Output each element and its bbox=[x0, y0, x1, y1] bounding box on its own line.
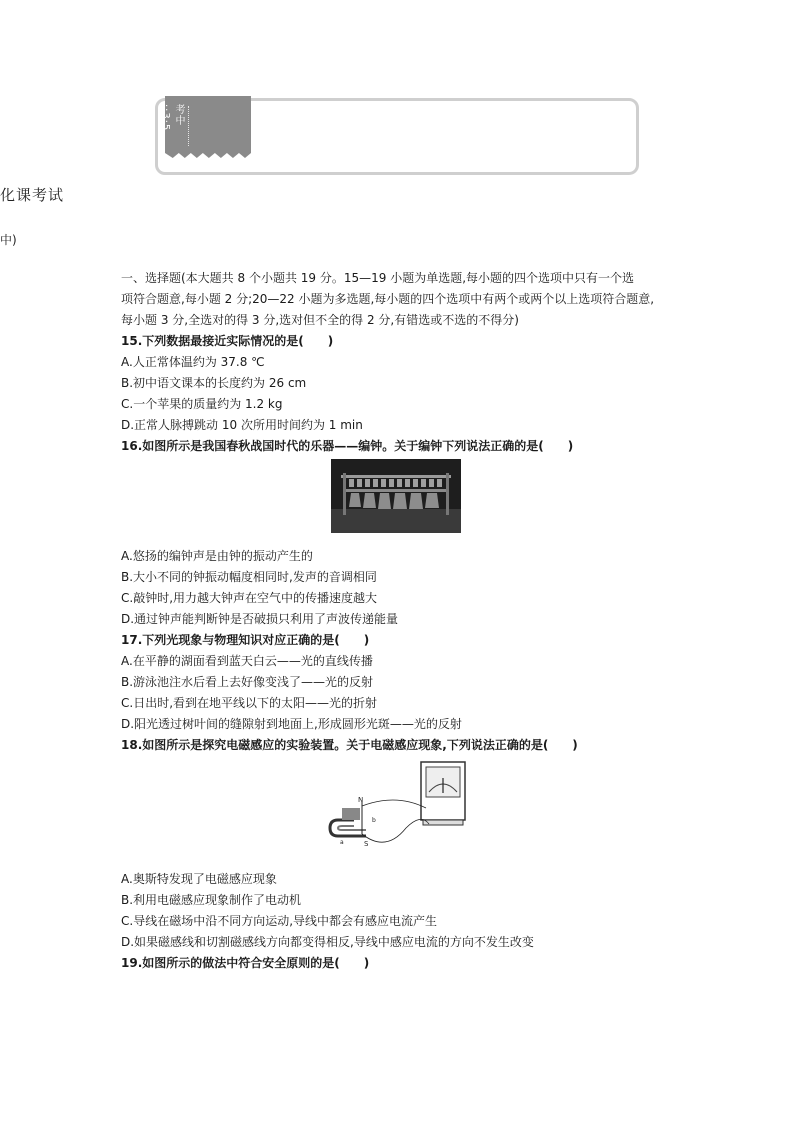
option-a: A.奥斯特发现了电磁感应现象 bbox=[121, 872, 277, 886]
option-b: B.初中语文课本的长度约为 26 cm bbox=[121, 376, 307, 390]
exam-content bbox=[121, 268, 661, 974]
instruction-line: 一、选择题(本大题共 8 个小题共 19 分。15—19 小题为单选题,每小题的四个选项中只有一个选 bbox=[121, 271, 635, 285]
option-a: A.人正常体温约为 37.8 ℃ bbox=[121, 355, 265, 369]
question-stem: 19.如图所示的做法中符合安全原则的是( ) bbox=[121, 956, 370, 970]
option-c: C.敲钟时,用力越大钟声在空气中的传播速度越大 bbox=[121, 591, 378, 605]
question-16 bbox=[121, 436, 661, 630]
question-stem: 15.下列数据最接近实际情况的是( ) bbox=[121, 334, 334, 348]
option-d: D.如果磁感线和切割磁感线方向都变得相反,导线中感应电流的方向不发生改变 bbox=[121, 935, 534, 949]
label-b: b bbox=[372, 817, 376, 824]
label-s: S bbox=[364, 840, 369, 848]
paren-fragment: 中) bbox=[0, 233, 17, 247]
question-19 bbox=[121, 953, 661, 974]
option-b: B.游泳池注水后看上去好像变浅了——光的反射 bbox=[121, 675, 374, 689]
header-tab-divider bbox=[188, 106, 190, 146]
option-d: D.阳光透过树叶间的缝隙射到地面上,形成圆形光斑——光的反射 bbox=[121, 717, 462, 731]
label-a: a bbox=[340, 839, 344, 846]
option-c: C.日出时,看到在地平线以下的太阳——光的折射 bbox=[121, 696, 378, 710]
option-c: C.一个苹果的质量约为 1.2 kg bbox=[121, 397, 283, 411]
header-tab-text: 考中··3·5 bbox=[160, 104, 184, 132]
question-stem: 17.下列光现象与物理知识对应正确的是( ) bbox=[121, 633, 370, 647]
option-a: A.在平静的湖面看到蓝天白云——光的直线传播 bbox=[121, 654, 373, 668]
section-instructions bbox=[121, 268, 661, 331]
instruction-line: 项符合题意,每小题 2 分;20—22 小题为多选题,每小题的四个选项中有两个或两个以上选项符合题意, bbox=[121, 292, 655, 306]
option-d: D.正常人脉搏跳动 10 次所用时间约为 1 min bbox=[121, 418, 363, 432]
option-a: A.悠扬的编钟声是由钟的振动产生的 bbox=[121, 549, 313, 563]
bianzhong-photo bbox=[331, 459, 461, 533]
option-b: B.大小不同的钟振动幅度相同时,发声的音调相同 bbox=[121, 570, 377, 584]
question-stem: 18.如图所示是探究电磁感应的实验装置。关于电磁感应现象,下列说法正确的是( ) bbox=[121, 738, 578, 752]
question-stem: 16.如图所示是我国春秋战国时代的乐器——编钟。关于编钟下列说法正确的是( ) bbox=[121, 439, 574, 453]
question-15 bbox=[121, 331, 661, 436]
question-18 bbox=[121, 735, 661, 953]
label-n: N bbox=[358, 796, 364, 804]
electromagnetic-induction-apparatus bbox=[326, 758, 471, 856]
option-d: D.通过钟声能判断钟是否破损只利用了声波传递能量 bbox=[121, 612, 399, 626]
option-b: B.利用电磁感应现象制作了电动机 bbox=[121, 893, 302, 907]
instruction-line: 每小题 3 分,全选对的得 3 分,选对但不全的得 2 分,有错选或不选的不得分) bbox=[121, 313, 519, 327]
exam-title-fragment: 化课考试 bbox=[0, 186, 65, 204]
option-c: C.导线在磁场中沿不同方向运动,导线中都会有感应电流产生 bbox=[121, 914, 438, 928]
question-17 bbox=[121, 630, 661, 735]
